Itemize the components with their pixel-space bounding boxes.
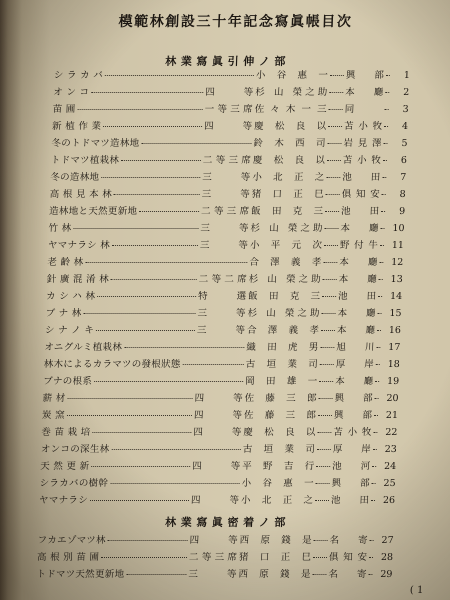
dot-leader [327,160,341,161]
dot-leader [381,211,385,212]
entry-office: 野付牛 [339,240,379,251]
entry-office: 岩見澤 [343,138,382,149]
entry-photographer: 杉 山 榮之助 [247,308,320,319]
entry-photographer: 佐 藤 三 郎 [243,410,317,421]
toc-entry [46,288,403,305]
toc-entry [46,271,403,288]
entry-office: 本 廳 [345,87,384,98]
toc-entry [40,441,397,458]
dot-leader [326,194,340,195]
entry-photographer: 飯 田 克 三 [247,291,321,302]
toc-list [39,67,410,509]
entry-subject: フカエゾマツ林 [37,535,107,546]
dot-leader [73,228,198,229]
dot-leader [323,262,337,263]
entry-office: 興 部 [333,410,373,421]
entry-subject: シ ラ カ バ [53,70,104,81]
dot-leader [372,466,376,467]
dot-leader [139,211,199,212]
toc-entry [52,101,409,118]
dot-leader [382,177,386,178]
dot-leader [368,574,372,575]
entry-rank: 四 等 [191,461,241,472]
entry-office: 同 [344,104,355,115]
entry-office: 苫小牧 [343,121,383,132]
dot-leader [372,483,376,484]
entry-office: 本 廳 [337,308,376,319]
toc-entry [48,237,405,254]
dot-leader [378,313,382,314]
entry-office: 名 寄 [328,569,367,580]
entry-subject: シラカバの樹幹 [39,478,109,489]
entry-photographer: 鈴 木 西 司 [253,138,326,149]
entry-subject: 冬のトドマツ造林地 [51,138,140,149]
toc-entry [43,356,400,373]
toc-entry [42,390,399,407]
entry-photographer: 慶 松 良 以 [252,155,326,166]
dot-leader [105,75,254,76]
dot-leader [376,364,380,365]
toc-entry [39,492,396,509]
toc-entry [45,305,402,322]
entry-photographer: 慶 松 良 以 [243,427,316,438]
entry-office: 苫小牧 [333,427,372,438]
toc-entry [47,254,404,271]
toc-entry [54,67,411,84]
toc-entry [45,322,402,339]
entry-photographer: 小 谷 惠 一 [255,70,329,81]
toc-entry [44,339,401,356]
dot-leader [103,126,202,127]
entry-photographer: 西 原 錢 是 [239,535,312,546]
dot-leader [313,557,327,558]
entry-photographer: 古 垣 業 司 [242,444,315,455]
dot-leader [96,330,195,331]
dot-leader [379,262,383,263]
dot-leader [375,381,379,382]
entry-office: 池 田 [340,206,380,217]
entry-subject: 天 然 更 新 [39,461,90,472]
entry-rank: 二等三席 [188,552,238,563]
dot-leader [121,160,201,161]
entry-photographer: 慶 松 良 以 [253,121,327,132]
dot-leader [111,279,197,280]
dot-leader [320,364,334,365]
entry-page: 24 [383,461,397,472]
entry-office: 本 廳 [338,274,377,285]
entry-photographer: 猪 口 正 巳 [238,552,312,563]
toc-entry [50,169,407,186]
dot-leader [370,540,374,541]
entry-office: 名 寄 [329,535,368,546]
toc-entry [49,203,406,220]
entry-subject: 針 廣 混 淆 林 [46,274,110,285]
entry-subject: ヤマナラシ [38,495,89,506]
entry-page: 3 [402,104,409,115]
entry-subject: 竹 林 [48,223,72,234]
entry-office: 厚 岸 [332,444,371,455]
toc-entry [41,424,398,441]
toc-entry [39,475,396,492]
entry-photographer: 飯 田 克 三 [250,206,324,217]
entry-rank: 二等二席 [198,274,247,285]
dot-leader [322,313,336,314]
dot-leader [380,228,384,229]
dot-leader [384,126,388,127]
dot-leader [94,381,243,382]
dot-leader [324,228,338,229]
entry-rank: 三 等 [201,189,250,200]
dot-leader [376,347,380,348]
toc-entry [36,566,393,583]
entry-office: 本 廳 [336,325,376,336]
entry-office: 池 田 [337,291,377,302]
entry-page: 20 [386,393,399,404]
entry-subject: 高 根 別 苗 圃 [36,552,100,563]
dot-leader [329,92,343,93]
entry-subject: カ シ ハ 林 [45,291,96,302]
entry-photographer: 小 北 正 之 [240,495,314,506]
entry-rank: 特 選 [197,291,247,302]
entry-page: 2 [403,87,410,98]
entry-page: 28 [380,552,394,563]
toc-list [36,532,394,583]
entry-subject: トドマツ植栽林 [50,155,120,166]
toc-entry [37,549,394,566]
entry-photographer: 小 平 元 次 [249,240,323,251]
dot-leader [319,381,333,382]
toc-entry [37,532,394,549]
section-heading-contact-prints: 林業寫眞密着ノ部 [164,516,291,529]
entry-photographer: 岡 田 雄 一 [244,376,318,387]
toc-entry [40,458,397,475]
entry-page: 27 [381,535,394,546]
entry-rank: 四 等 [193,427,242,438]
entry-subject: 薪 材 [42,393,66,404]
dot-leader [312,574,326,575]
entry-page: 16 [388,325,402,336]
entry-office: 苫小牧 [342,155,382,166]
dot-leader [124,347,244,348]
toc-entry [49,186,406,203]
entry-office: 厚 岸 [335,359,374,370]
dot-leader [385,109,389,110]
entry-photographer: 織 田 虎 男 [246,342,319,353]
dot-leader [382,194,386,195]
entry-page: 12 [391,257,404,268]
entry-subject: 高 根 見 本 林 [49,189,113,200]
dot-leader [318,415,332,416]
entry-rank: 四 等 [190,495,240,506]
entry-subject: ブ ナ 林 [45,308,82,319]
dot-leader [108,540,188,541]
entry-subject: 苗 圃 [52,104,76,115]
entry-page: 9 [398,206,406,217]
dot-leader [373,432,377,433]
dot-leader [183,364,244,365]
entry-page: 22 [385,427,398,438]
entry-page: 8 [399,189,406,200]
dot-leader [322,296,336,297]
page-title: 模範林創設三十年記念寫眞帳目次 [118,14,353,30]
entry-subject: 老 齢 林 [47,257,84,268]
entry-page: 13 [390,274,403,285]
dot-leader [316,466,330,467]
dot-leader [325,211,339,212]
entry-page: 6 [400,155,408,166]
dot-leader [97,296,196,297]
dot-leader [321,330,335,331]
entry-photographer: 平 野 吉 行 [241,461,315,472]
entry-rank: 三 等 [197,308,246,319]
dot-leader [329,109,343,110]
page-number: ( 1 [409,585,424,596]
dot-leader [110,483,239,484]
entry-subject: 新 植 作 業 [51,121,102,132]
dot-leader [90,500,189,501]
toc-entry [42,407,399,424]
dot-leader [314,540,328,541]
entry-subject: ブナの根系 [42,376,93,387]
entry-page: 11 [391,240,405,251]
dot-leader [369,557,373,558]
dot-leader [327,143,341,144]
entry-subject: オ ン コ [53,87,90,98]
dot-leader [383,160,387,161]
entry-rank: 四 等 [193,410,243,421]
dot-leader [326,177,340,178]
entry-photographer: 杉 山 榮之助 [255,87,328,98]
section-heading-enlargements: 林業寫眞引伸ノ部 [164,55,291,68]
entry-photographer: 佐々木一三 [254,104,327,115]
entry-photographer: 西 原 錢 是 [238,569,311,580]
dot-leader [385,92,389,93]
dot-leader [324,245,338,246]
entry-photographer: 古 垣 業 司 [245,359,318,370]
dot-leader [386,75,390,76]
entry-subject: 林木によるカラマツの發根狀態 [43,359,181,370]
entry-page: 17 [388,342,401,353]
dot-leader [330,75,344,76]
dot-leader [67,398,192,399]
dot-leader [317,432,331,433]
dot-leader [374,415,378,416]
dot-leader [379,279,383,280]
entry-page: 15 [389,308,402,319]
entry-office: 本 廳 [340,223,379,234]
entry-photographer: 合 澤 義 孝 [246,325,320,336]
entry-page: 25 [383,478,396,489]
entry-rank: 三 等 [202,172,251,183]
entry-page: 21 [385,410,399,421]
entry-subject: 炭 窯 [41,410,66,421]
entry-rank: 四 等 [205,87,254,98]
entry-subject: オンコの深生林 [40,444,110,455]
dot-leader [91,92,203,93]
entry-page: 14 [389,291,403,302]
dot-leader [315,500,329,501]
entry-office: 池 田 [330,495,370,506]
dot-leader [93,432,192,433]
entry-page: 29 [380,569,393,580]
dot-leader [67,415,192,416]
entry-office: 本 廳 [339,257,378,268]
entry-rank: 四 等 [189,535,238,546]
entry-subject: 造林地と天然更新地 [48,206,138,217]
entry-office: 興 部 [334,393,373,404]
dot-leader [141,143,251,144]
entry-photographer: 小 谷 惠 一 [241,478,314,489]
entry-photographer: 合 澤 義 孝 [249,257,322,268]
entry-photographer: 小 北 正 之 [252,172,325,183]
dot-leader [101,177,200,178]
entry-page: 5 [401,138,408,149]
entry-subject: 巻 苗 栽 培 [41,427,91,438]
entry-rank: 一等三席 [204,104,253,115]
dot-leader [371,500,375,501]
toc-entry [51,135,408,152]
entry-rank: 四 等 [203,121,253,132]
toc-entry [52,118,409,135]
dot-leader [101,557,187,558]
entry-rank: 三 等 [200,223,249,234]
entry-office: 池 河 [331,461,371,472]
dot-leader [377,330,381,331]
entry-subject: 冬の造林地 [50,172,100,183]
entry-office: 俱知安 [328,552,368,563]
dot-leader [378,296,382,297]
entry-rank: 三 等 [196,325,246,336]
entry-office: 旭 川 [336,342,375,353]
toc-entry [48,220,405,237]
entry-photographer: 猪 口 正 巳 [251,189,324,200]
entry-subject: ヤマナラシ 林 [47,240,111,251]
toc-entry [43,373,400,390]
entry-photographer: 杉 山 榮之助 [248,274,321,285]
dot-leader [319,398,333,399]
entry-office: 俱知安 [341,189,380,200]
entry-rank: 二等三席 [200,206,250,217]
entry-office: 池 田 [342,172,381,183]
dot-leader [323,279,337,280]
dot-leader [317,449,331,450]
dot-leader [114,194,200,195]
dot-leader [126,574,186,575]
dot-leader [111,449,240,450]
entry-photographer: 佐 藤 三 郎 [244,393,317,404]
entry-page: 26 [382,495,396,506]
dot-leader [375,398,379,399]
dot-leader [320,347,334,348]
entry-page: 18 [387,359,400,370]
dot-leader [373,449,377,450]
dot-leader [78,109,203,110]
dot-leader [316,483,330,484]
dot-leader [328,126,342,127]
entry-rank: 二等三席 [202,155,252,166]
entry-office: 興 部 [345,70,385,81]
toc-entry [53,84,410,101]
entry-page: 19 [386,376,400,387]
entry-rank: 四 等 [194,393,243,404]
entry-subject: シ ナ ノ キ [44,325,95,336]
entry-office: 興 部 [331,478,370,489]
entry-page: 4 [401,121,409,132]
entry-page: 10 [392,223,405,234]
dot-leader [380,245,384,246]
entry-rank: 三 等 [199,240,249,251]
entry-page: 7 [400,172,407,183]
dot-leader [85,262,247,263]
dot-leader [91,466,190,467]
dot-leader [112,245,198,246]
entry-rank: 三 等 [188,569,237,580]
entry-page: 1 [403,70,411,81]
toc-entry [51,152,408,169]
dot-leader [383,143,387,144]
entry-subject: オニグルミ植栽林 [44,342,123,353]
dot-leader [84,313,196,314]
entry-office: 本 廳 [334,376,374,387]
entry-photographer: 杉 山 榮之助 [250,223,323,234]
entry-page: 23 [384,444,397,455]
entry-subject: トドマツ天然更新地 [36,569,125,580]
